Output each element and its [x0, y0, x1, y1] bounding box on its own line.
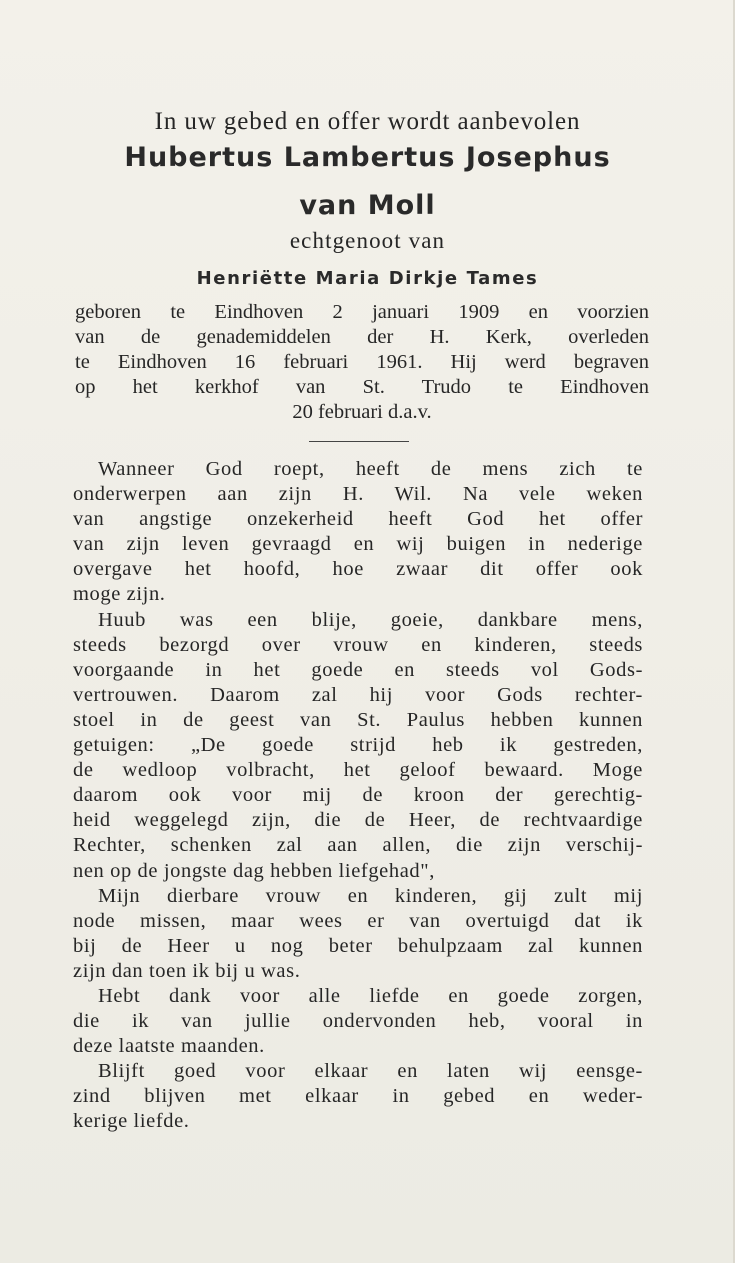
text-line: van angstige onzekerheid heeft God het offer — [73, 508, 643, 531]
text-line: kerige liefde. — [73, 1110, 190, 1133]
text-line: zind blijven met elkaar in gebed en weder- — [73, 1085, 643, 1108]
text-line: Mijn dierbare vrouw en kinderen, gij zult mij — [98, 884, 643, 907]
text-line: Hebt dank voor alle liefde en goede zorgen, — [98, 984, 643, 1007]
text-line: deze laatste maanden. — [73, 1035, 265, 1058]
text-line: Rechter, schenken zal aan allen, die zijn verschij- — [73, 834, 643, 857]
text-line: daarom ook voor mij de kroon der gerechtig- — [73, 784, 643, 807]
text-line: die ik van jullie ondervonden heb, vooral in — [73, 1010, 643, 1033]
deceased-name-line2: van Moll — [299, 190, 436, 221]
text-line: getuigen: „De goede strijd heb ik gestreden, — [73, 734, 643, 757]
text-line: Huub was een blije, goeie, dankbare mens, — [98, 608, 643, 631]
text-line: 20 februari d.a.v. — [292, 401, 432, 423]
text-line: overgave het hoofd, hoe zwaar dit offer ook — [73, 558, 643, 581]
text-line: van de genademiddelen der H. Kerk, overleden — [75, 326, 649, 348]
text-line: de wedloop volbracht, het geloof bewaard. Moge — [73, 759, 643, 782]
text-line: steeds bezorgd over vrouw en kinderen, steeds — [73, 633, 643, 656]
deceased-name-line1: Hubertus Lambertus Josephus — [124, 142, 611, 173]
birth-death-paragraph — [75, 300, 649, 425]
text-line: Blijft goed voor elkaar en laten wij eensge- — [98, 1060, 643, 1083]
text-line: node missen, maar wees er van overtuigd dat ik — [73, 909, 643, 932]
text-line: stoel in de geest van St. Paulus hebben kunnen — [73, 708, 643, 731]
text-line: te Eindhoven 16 februari 1961. Hij werd begraven — [75, 351, 649, 373]
text-line: geboren te Eindhoven 2 januari 1909 en voorzien — [75, 301, 649, 323]
text-line: zijn dan toen ik bij u was. — [73, 959, 301, 982]
text-line: voorgaande in het goede en steeds vol Gods- — [73, 658, 643, 681]
text-line: op het kerkhof van St. Trudo te Eindhoven — [75, 376, 649, 398]
text-line: onderwerpen aan zijn H. Wil. Na vele weken — [73, 483, 643, 506]
text-line: nen op de jongste dag hebben liefgehad", — [73, 859, 435, 882]
divider-rule — [309, 441, 409, 442]
text-line: Wanneer God roept, heeft de mens zich te — [98, 458, 643, 480]
memorial-text — [73, 457, 643, 1135]
text-line: heid weggelegd zijn, die de Heer, de rechtvaardige — [73, 809, 643, 832]
spouse-intro-line: echtgenoot van — [289, 228, 446, 253]
intro-line: In uw gebed en offer wordt aanbevolen — [154, 108, 581, 135]
text-line: moge zijn. — [73, 583, 166, 606]
text-line: bij de Heer u nog beter behulpzaam zal kunnen — [73, 934, 643, 957]
text-line: van zijn leven gevraagd en wij buigen in nederige — [73, 533, 643, 556]
text-line: vertrouwen. Daarom zal hij voor Gods rechter- — [73, 683, 643, 706]
spouse-name: Henriëtte Maria Dirkje Tames — [196, 268, 539, 289]
